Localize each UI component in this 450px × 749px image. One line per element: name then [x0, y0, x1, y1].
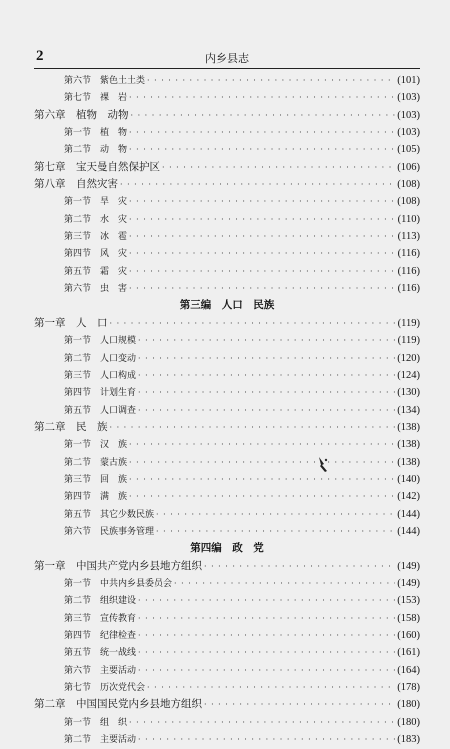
- toc-entry-label: 第四节 计划生育: [64, 388, 137, 399]
- toc-page-number: (178): [397, 682, 420, 694]
- toc-section-entry: [34, 211, 420, 228]
- toc-chapter-entry: [34, 315, 420, 332]
- toc-entry-label: 第五节 其它少数民族: [64, 509, 155, 520]
- dot-leader: [138, 627, 395, 644]
- toc-chapter-entry: [34, 696, 420, 713]
- toc-section-entry: [34, 402, 420, 419]
- toc-section-entry: [34, 350, 420, 367]
- toc-section-entry: [34, 714, 420, 731]
- dot-leader: [129, 436, 395, 453]
- toc-entry-label: 第四节 满 族: [64, 492, 128, 503]
- dot-leader: [129, 471, 395, 488]
- table-of-contents: [34, 72, 420, 748]
- toc-entry-label: 第三节 冰 雹: [64, 232, 128, 243]
- dot-leader: [129, 141, 395, 158]
- toc-page-number: (113): [397, 231, 420, 243]
- toc-entry-label: 第五节 霜 灾: [64, 266, 128, 277]
- toc-section-entry: [34, 523, 420, 540]
- toc-section-entry: [34, 610, 420, 627]
- dot-leader: [129, 89, 395, 106]
- toc-entry-label: 第五节 统一战线: [64, 648, 137, 659]
- dot-leader: [138, 367, 395, 384]
- toc-page-number: (103): [397, 92, 420, 104]
- toc-page-number: (105): [397, 144, 420, 156]
- toc-section-entry: [34, 575, 420, 592]
- dot-leader: [110, 315, 396, 332]
- toc-page-number: (108): [397, 179, 420, 191]
- toc-part-heading: [34, 297, 420, 314]
- toc-page-number: (144): [397, 525, 420, 537]
- toc-entry-label: 第二节 组织建设: [64, 596, 137, 607]
- toc-section-entry: [34, 263, 420, 280]
- toc-entry-label: 第二节 人口变动: [64, 353, 137, 364]
- toc-entry-label: 第六节 紫色土土类: [64, 76, 146, 86]
- dot-leader: [147, 72, 395, 89]
- page-number: 2: [36, 48, 44, 64]
- header-rule: [34, 68, 420, 69]
- dot-leader: [138, 384, 395, 401]
- toc-section-entry: [34, 228, 420, 245]
- toc-section-entry: [34, 89, 420, 106]
- toc-entry-label: 第一节 汉 族: [64, 440, 128, 451]
- dot-leader: [129, 454, 395, 471]
- toc-page-number: (108): [397, 196, 420, 208]
- toc-page-number: (138): [397, 439, 420, 451]
- dot-leader: [138, 731, 395, 748]
- dot-leader: [138, 592, 395, 609]
- toc-page-number: (134): [397, 404, 420, 416]
- toc-page-number: (160): [397, 630, 420, 641]
- toc-page-number: (164): [397, 664, 420, 676]
- toc-entry-label: 第六节 民族事务管理: [64, 526, 155, 537]
- toc-page-number: (140): [397, 473, 420, 485]
- dot-leader: [147, 679, 395, 696]
- toc-entry-label: 第一章 中国共产党内乡县地方组织: [34, 559, 202, 572]
- toc-page-number: (130): [397, 387, 420, 399]
- toc-page-number: (180): [397, 699, 420, 711]
- toc-entry-label: 第七章 宝天曼自然保护区: [34, 160, 160, 173]
- dot-leader: [204, 696, 395, 713]
- dot-leader: [138, 644, 395, 661]
- toc-entry-label: 第四节 纪律检查: [64, 631, 137, 641]
- toc-page-number: (138): [397, 456, 420, 468]
- toc-section-entry: [34, 662, 420, 679]
- toc-section-entry: [34, 193, 420, 210]
- toc-section-entry: [34, 367, 420, 384]
- toc-page-number: (119): [397, 335, 420, 347]
- dot-leader: [138, 662, 395, 679]
- toc-page-number: (120): [397, 352, 420, 364]
- dot-leader: [129, 193, 395, 210]
- dot-leader: [129, 228, 396, 245]
- toc-section-entry: [34, 644, 420, 661]
- dot-leader: [129, 211, 396, 228]
- toc-page-number: (153): [397, 595, 420, 607]
- toc-section-entry: [34, 124, 420, 141]
- toc-page-number: (180): [397, 716, 420, 728]
- toc-entry-label: 第七节 裸 岩: [64, 93, 128, 104]
- dot-leader: [129, 263, 396, 280]
- toc-section-entry: [34, 471, 420, 488]
- toc-entry-label: 第七节 历次党代会: [64, 683, 146, 694]
- toc-section-entry: [34, 245, 420, 262]
- toc-section-entry: [34, 436, 420, 453]
- toc-entry-label: 第二章 中国国民党内乡县地方组织: [34, 698, 202, 711]
- toc-page-number: (110): [397, 213, 420, 225]
- toc-entry-label: 第六节 主要活动: [64, 665, 137, 676]
- toc-page-number: (158): [397, 612, 420, 624]
- toc-section-entry: [34, 280, 420, 297]
- dot-leader: [129, 245, 396, 262]
- dot-leader: [204, 558, 395, 575]
- toc-chapter-entry: [34, 176, 420, 193]
- dot-leader: [129, 714, 395, 731]
- toc-entry-label: 第二节 蒙古族: [64, 457, 128, 468]
- ink-blot: [316, 455, 330, 473]
- toc-page-number: (138): [397, 421, 420, 433]
- toc-page-number: (116): [397, 283, 420, 295]
- toc-page-number: (149): [397, 560, 420, 572]
- toc-section-entry: [34, 488, 420, 505]
- toc-section-entry: [34, 627, 420, 644]
- toc-section-entry: [34, 454, 420, 471]
- toc-section-entry: [34, 679, 420, 696]
- dot-leader: [138, 350, 395, 367]
- toc-entry-label: 第三编 人口 民族: [179, 299, 275, 312]
- toc-section-entry: [34, 731, 420, 748]
- toc-page-number: (142): [397, 491, 420, 503]
- toc-entry-label: 第四节 风 灾: [64, 249, 128, 260]
- toc-page-number: (183): [397, 734, 420, 746]
- dot-leader: [156, 523, 395, 540]
- toc-page-number: (101): [397, 75, 420, 86]
- toc-entry-label: 第五节 人口调查: [64, 405, 137, 416]
- running-title: 内乡县志: [205, 52, 249, 65]
- toc-page-number: (161): [397, 647, 420, 659]
- toc-section-entry: [34, 72, 420, 89]
- toc-entry-label: 第二节 主要活动: [64, 735, 137, 746]
- toc-section-entry: [34, 384, 420, 401]
- toc-chapter-entry: [34, 107, 420, 124]
- dot-leader: [131, 107, 396, 124]
- toc-chapter-entry: [34, 558, 420, 575]
- toc-entry-label: 第一节 组 织: [64, 717, 128, 728]
- toc-page-number: (103): [397, 109, 420, 121]
- dot-leader: [120, 176, 395, 193]
- toc-page-number: (124): [397, 369, 420, 381]
- toc-chapter-entry: [34, 159, 420, 176]
- toc-page-number: (106): [397, 161, 420, 173]
- dot-leader: [129, 488, 395, 505]
- toc-entry-label: 第一节 中共内乡县委员会: [64, 578, 173, 589]
- page-header: [34, 50, 420, 66]
- toc-entry-label: 第六章 植物 动物: [34, 108, 129, 121]
- toc-entry-label: 第二章 民 族: [34, 420, 108, 433]
- toc-page-number: (103): [397, 127, 420, 139]
- toc-page-number: (144): [397, 508, 420, 520]
- toc-entry-label: 第三节 人口构成: [64, 370, 137, 381]
- dot-leader: [174, 575, 395, 592]
- toc-page-number: (119): [397, 317, 420, 329]
- dot-leader: [129, 124, 395, 141]
- toc-entry-label: 第六节 虫 害: [64, 284, 128, 295]
- toc-section-entry: [34, 332, 420, 349]
- dot-leader: [138, 402, 395, 419]
- toc-entry-label: 第一章 人 口: [34, 316, 108, 329]
- dot-leader: [138, 332, 396, 349]
- dot-leader: [156, 506, 395, 523]
- dot-leader: [110, 419, 396, 436]
- toc-section-entry: [34, 141, 420, 158]
- toc-entry-label: 第二节 动 物: [64, 145, 128, 156]
- dot-leader: [162, 159, 395, 176]
- toc-page-number: (116): [397, 265, 420, 277]
- toc-entry-label: 第一节 人口规模: [64, 336, 137, 347]
- toc-entry-label: 第三节 宣传教育: [64, 613, 137, 624]
- dot-leader: [138, 610, 395, 627]
- toc-part-heading: [34, 540, 420, 557]
- toc-section-entry: [34, 506, 420, 523]
- toc-entry-label: 第三节 回 族: [64, 474, 128, 485]
- toc-entry-label: 第一节 旱 灾: [64, 197, 128, 208]
- toc-entry-label: 第四编 政 党: [190, 542, 264, 555]
- toc-page-number: (149): [397, 577, 420, 589]
- toc-entry-label: 第二节 水 灾: [64, 214, 128, 225]
- toc-section-entry: [34, 592, 420, 609]
- toc-entry-label: 第一节 植 物: [64, 128, 128, 139]
- toc-entry-label: 第八章 自然灾害: [34, 178, 118, 191]
- toc-page-number: (116): [397, 248, 420, 260]
- dot-leader: [129, 280, 396, 297]
- toc-chapter-entry: [34, 419, 420, 436]
